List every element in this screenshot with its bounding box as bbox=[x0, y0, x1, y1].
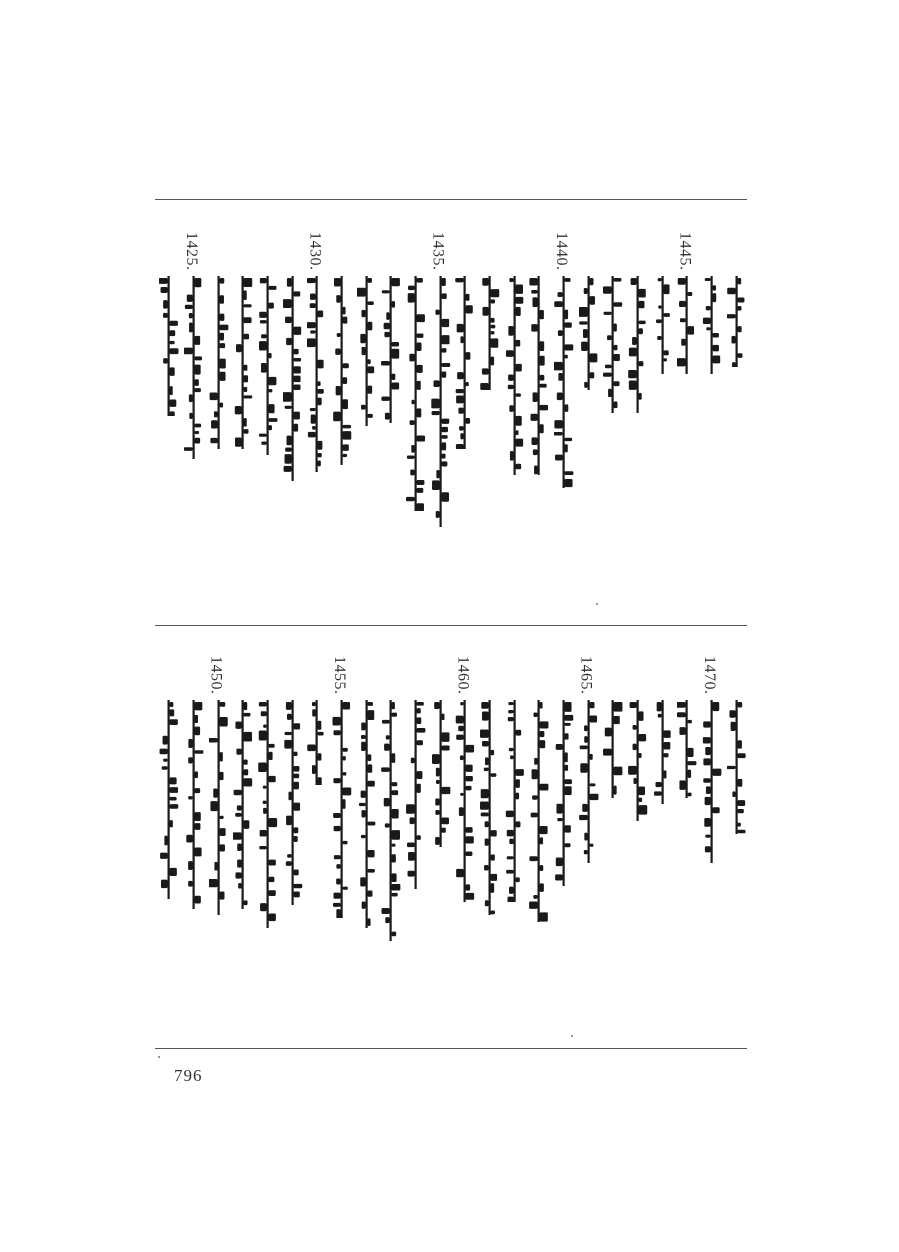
text-column bbox=[326, 656, 354, 1026]
mongolian-script-line bbox=[283, 700, 303, 905]
line-number: 1450. bbox=[207, 656, 225, 695]
text-column bbox=[277, 656, 305, 1026]
mongolian-script-line bbox=[406, 700, 426, 889]
mongolian-script-line bbox=[603, 276, 623, 413]
line-number: 1455. bbox=[331, 656, 348, 695]
mongolian-script-line bbox=[209, 700, 229, 915]
text-column bbox=[474, 232, 502, 602]
mongolian-script-line bbox=[307, 700, 327, 785]
mongolian-script-line bbox=[209, 276, 229, 449]
line-number: 1425. bbox=[183, 232, 200, 271]
text-column bbox=[622, 232, 650, 602]
mongolian-script-line bbox=[381, 276, 401, 423]
mongolian-script-line bbox=[505, 700, 525, 902]
text-column bbox=[227, 232, 255, 602]
text-column bbox=[301, 232, 329, 602]
text-column bbox=[252, 656, 280, 1026]
line-number: 1460. bbox=[454, 656, 472, 695]
line-number: 1440. bbox=[553, 232, 570, 271]
mongolian-script-line bbox=[554, 276, 574, 488]
mongolian-script-line bbox=[579, 700, 599, 863]
text-column bbox=[474, 656, 502, 1026]
text-column bbox=[178, 656, 206, 1026]
mongolian-script-line bbox=[233, 700, 253, 909]
top-divider-line bbox=[155, 199, 747, 200]
line-number: 1470. bbox=[701, 656, 718, 695]
text-column bbox=[721, 232, 749, 602]
text-column bbox=[573, 232, 601, 602]
mongolian-script-line bbox=[233, 276, 253, 449]
line-number: 1465. bbox=[577, 656, 595, 695]
text-block-lower bbox=[155, 656, 747, 1026]
text-block-upper bbox=[155, 232, 747, 602]
line-number: 1430. bbox=[306, 232, 324, 271]
mongolian-script-line bbox=[184, 700, 204, 909]
mongolian-script-line bbox=[554, 700, 574, 886]
mongolian-script-line bbox=[159, 276, 179, 416]
text-column bbox=[523, 656, 551, 1026]
mongolian-script-line bbox=[677, 276, 697, 374]
text-column bbox=[178, 232, 206, 602]
mongolian-script-line bbox=[332, 276, 352, 465]
text-column bbox=[647, 232, 675, 602]
text-column bbox=[351, 656, 379, 1026]
mongolian-script-line bbox=[603, 700, 623, 798]
text-column bbox=[622, 656, 650, 1026]
text-column bbox=[671, 656, 699, 1026]
text-column bbox=[573, 656, 601, 1026]
line-number: 1445. bbox=[676, 232, 694, 271]
text-column bbox=[499, 656, 527, 1026]
text-column bbox=[523, 232, 551, 602]
text-column bbox=[671, 232, 699, 602]
mongolian-script-line bbox=[357, 700, 377, 928]
text-column bbox=[499, 232, 527, 602]
line-number: 1435. bbox=[429, 232, 447, 271]
text-column bbox=[400, 656, 428, 1026]
mongolian-script-line bbox=[455, 276, 475, 449]
mongolian-script-line bbox=[307, 276, 327, 472]
mongolian-script-line bbox=[406, 276, 426, 511]
text-column bbox=[597, 232, 625, 602]
text-column bbox=[597, 656, 625, 1026]
mongolian-script-line bbox=[455, 700, 475, 902]
text-column bbox=[721, 656, 749, 1026]
text-column bbox=[326, 232, 354, 602]
text-column bbox=[252, 232, 280, 602]
text-column bbox=[277, 232, 305, 602]
text-column bbox=[400, 232, 428, 602]
mongolian-script-line bbox=[480, 700, 500, 915]
text-column bbox=[696, 656, 724, 1026]
ink-speck bbox=[571, 1035, 573, 1037]
mongolian-script-line bbox=[727, 276, 747, 367]
text-column bbox=[203, 232, 231, 602]
text-column bbox=[203, 656, 231, 1026]
mongolian-script-line bbox=[653, 700, 673, 804]
text-column bbox=[153, 656, 181, 1026]
mongolian-script-line bbox=[702, 276, 722, 374]
mongolian-script-line bbox=[727, 700, 747, 834]
text-column bbox=[449, 656, 477, 1026]
mongolian-script-line bbox=[702, 700, 722, 863]
mongolian-script-line bbox=[628, 700, 648, 821]
mongolian-script-line bbox=[628, 276, 648, 413]
mongolian-script-line bbox=[579, 276, 599, 390]
text-column bbox=[227, 656, 255, 1026]
mongolian-script-line bbox=[505, 276, 525, 475]
mongolian-script-line bbox=[332, 700, 352, 918]
text-column bbox=[548, 656, 576, 1026]
mongolian-script-line bbox=[677, 700, 697, 798]
text-column bbox=[425, 232, 453, 602]
text-column bbox=[375, 656, 403, 1026]
mongolian-script-line bbox=[529, 276, 549, 475]
middle-divider-line bbox=[155, 625, 747, 626]
text-column bbox=[153, 232, 181, 602]
page-number: 796 bbox=[174, 1066, 203, 1085]
text-column bbox=[548, 232, 576, 602]
mongolian-script-line bbox=[184, 276, 204, 459]
mongolian-script-line bbox=[529, 700, 549, 922]
text-column bbox=[301, 656, 329, 1026]
mongolian-script-line bbox=[431, 700, 451, 847]
text-column bbox=[696, 232, 724, 602]
mongolian-script-line bbox=[357, 276, 377, 426]
mongolian-script-line bbox=[431, 276, 451, 527]
bottom-divider-line bbox=[155, 1048, 747, 1049]
ink-speck bbox=[596, 603, 598, 605]
mongolian-script-line bbox=[258, 700, 278, 928]
mongolian-script-line bbox=[283, 276, 303, 481]
text-column bbox=[375, 232, 403, 602]
mongolian-script-line bbox=[381, 700, 401, 941]
mongolian-script-line bbox=[159, 700, 179, 899]
mongolian-script-line bbox=[653, 276, 673, 374]
text-column bbox=[425, 656, 453, 1026]
mongolian-script-line bbox=[480, 276, 500, 390]
text-column bbox=[351, 232, 379, 602]
text-column bbox=[449, 232, 477, 602]
ink-speck bbox=[158, 1056, 160, 1058]
text-column bbox=[647, 656, 675, 1026]
mongolian-script-line bbox=[258, 276, 278, 455]
